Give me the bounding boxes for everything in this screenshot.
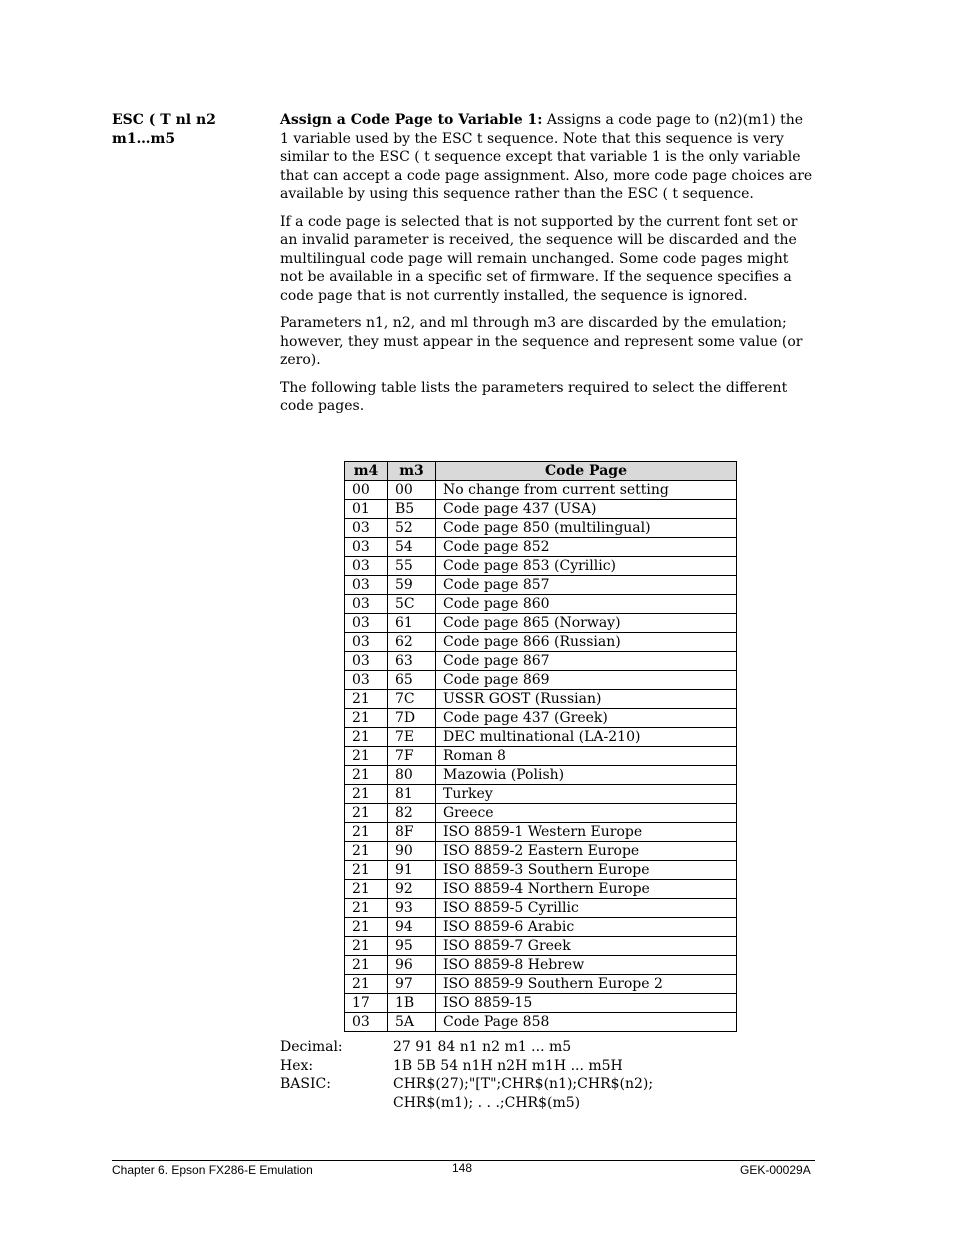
cell-m4: 01 (345, 500, 388, 519)
cell-m3: 62 (388, 633, 436, 652)
footer-doc-id: GEK-00029A (740, 1163, 811, 1177)
cell-code-page: No change from current setting (436, 481, 737, 500)
cell-m3: 92 (388, 880, 436, 899)
cell-m4: 03 (345, 614, 388, 633)
cell-m4: 03 (345, 519, 388, 538)
cell-code-page: Code page 866 (Russian) (436, 633, 737, 652)
table-row (345, 538, 737, 557)
table-body (345, 481, 737, 1032)
cell-m4: 21 (345, 728, 388, 747)
table-row (345, 728, 737, 747)
table-row (345, 918, 737, 937)
cell-code-page: ISO 8859-8 Hebrew (436, 956, 737, 975)
basic-value-line-1: CHR$(27);"[T";CHR$(n1);CHR$(n2); (393, 1076, 654, 1092)
cell-m3: B5 (388, 500, 436, 519)
cell-m4: 21 (345, 766, 388, 785)
cell-m3: 52 (388, 519, 436, 538)
cell-m4: 21 (345, 709, 388, 728)
cell-m4: 03 (345, 595, 388, 614)
cell-m4: 17 (345, 994, 388, 1013)
cell-m3: 1B (388, 994, 436, 1013)
cell-m4: 21 (345, 937, 388, 956)
basic-row (280, 1075, 653, 1094)
table-row (345, 557, 737, 576)
cell-code-page: USSR GOST (Russian) (436, 690, 737, 709)
cell-m3: 82 (388, 804, 436, 823)
cell-m3: 7F (388, 747, 436, 766)
cell-code-page: Code page 437 (Greek) (436, 709, 737, 728)
basic-value-line-2: CHR$(m1); . . .;CHR$(m5) (393, 1094, 581, 1111)
cell-code-page: ISO 8859-4 Northern Europe (436, 880, 737, 899)
cell-code-page: Code page 437 (USA) (436, 500, 737, 519)
cell-m3: 61 (388, 614, 436, 633)
cell-code-page: Code page 860 (436, 595, 737, 614)
cell-m4: 21 (345, 861, 388, 880)
cell-code-page: Code page 850 (multilingual) (436, 519, 737, 538)
cell-m3: 7D (388, 709, 436, 728)
cell-m4: 21 (345, 842, 388, 861)
cell-code-page: Code page 869 (436, 671, 737, 690)
table-row (345, 633, 737, 652)
cell-m3: 55 (388, 557, 436, 576)
table-row (345, 937, 737, 956)
table-row (345, 576, 737, 595)
table-row (345, 785, 737, 804)
table-row (345, 956, 737, 975)
basic-row-continued (280, 1094, 653, 1113)
description-paragraph-2: If a code page is selected that is not supported by the current font set or an invalid parameter is received, the sequence will be discarded and the multilingual code page will remain unchanged. Some code pages might not be available in a specific set of firmware. If the sequence specifies a code page that is not currently installed, the sequence is ignored. (280, 213, 798, 304)
description-paragraph-1-text: Assigns a code page to (n2)(m1) the 1 variable used by the ESC t sequence. Note that this sequence is very similar to the ESC ( t sequence except that variable 1 is the only variable that can accept a code page assignment. Also, more code page choices are available by using this sequence rather than the ESC ( t sequence. (280, 112, 813, 202)
cell-code-page: Code page 857 (436, 576, 737, 595)
cell-m4: 03 (345, 652, 388, 671)
cell-m4: 21 (345, 880, 388, 899)
cell-m4: 21 (345, 690, 388, 709)
cell-m3: 5A (388, 1013, 436, 1032)
code-page-table (344, 461, 737, 1032)
table-row (345, 690, 737, 709)
cell-m3: 59 (388, 576, 436, 595)
cell-code-page: Code page 865 (Norway) (436, 614, 737, 633)
cell-code-page: Code page 852 (436, 538, 737, 557)
table-row (345, 842, 737, 861)
table-row (345, 766, 737, 785)
cell-m4: 21 (345, 956, 388, 975)
cell-code-page: Code Page 858 (436, 1013, 737, 1032)
cell-code-page: Roman 8 (436, 747, 737, 766)
cell-m4: 03 (345, 576, 388, 595)
cell-m4: 03 (345, 1013, 388, 1032)
header-code-page: Code Page (436, 462, 737, 481)
table-row (345, 709, 737, 728)
table-row (345, 595, 737, 614)
cell-m3: 54 (388, 538, 436, 557)
footer-chapter: Chapter 6. Epson FX286-E Emulation (112, 1163, 313, 1177)
footer-page-number: 148 (452, 1161, 473, 1175)
cell-code-page: Greece (436, 804, 737, 823)
cell-m4: 03 (345, 633, 388, 652)
decimal-row (280, 1038, 653, 1057)
cell-m4: 03 (345, 671, 388, 690)
table-row (345, 747, 737, 766)
cell-m3: 93 (388, 899, 436, 918)
cell-m4: 21 (345, 899, 388, 918)
section-heading: Assign a Code Page to Variable 1: (280, 112, 543, 128)
cell-code-page: ISO 8859-6 Arabic (436, 918, 737, 937)
cell-m4: 21 (345, 747, 388, 766)
table-row (345, 975, 737, 994)
cell-m3: 81 (388, 785, 436, 804)
table-row (345, 899, 737, 918)
cell-m4: 21 (345, 918, 388, 937)
cell-code-page: ISO 8859-15 (436, 994, 737, 1013)
cell-code-page: DEC multinational (LA-210) (436, 728, 737, 747)
cell-code-page: ISO 8859-9 Southern Europe 2 (436, 975, 737, 994)
table-row (345, 880, 737, 899)
decimal-label: Decimal: (280, 1039, 343, 1055)
cell-m3: 91 (388, 861, 436, 880)
description (280, 111, 814, 425)
decimal-value: 27 91 84 n1 n2 m1 ... m5 (393, 1039, 572, 1055)
cell-code-page: Turkey (436, 785, 737, 804)
cell-m4: 03 (345, 538, 388, 557)
cell-m3: 94 (388, 918, 436, 937)
cell-m3: 7E (388, 728, 436, 747)
cell-m3: 5C (388, 595, 436, 614)
table-row (345, 481, 737, 500)
table-row (345, 614, 737, 633)
basic-label: BASIC: (280, 1076, 331, 1092)
cell-m4: 21 (345, 785, 388, 804)
command-line-1: ESC ( T nl n2 (112, 112, 216, 128)
description-paragraph-1 (280, 111, 814, 204)
table-row (345, 652, 737, 671)
header-m4: m4 (345, 462, 388, 481)
header-m3: m3 (388, 462, 436, 481)
table-row (345, 1013, 737, 1032)
cell-code-page: ISO 8859-3 Southern Europe (436, 861, 737, 880)
hex-row (280, 1057, 653, 1076)
description-paragraph-4: The following table lists the parameters required to select the different code pages. (280, 379, 788, 414)
cell-m3: 65 (388, 671, 436, 690)
hex-value: 1B 5B 54 n1H n2H m1H ... m5H (393, 1057, 623, 1074)
cell-m3: 90 (388, 842, 436, 861)
cell-code-page: ISO 8859-5 Cyrillic (436, 899, 737, 918)
cell-code-page: ISO 8859-7 Greek (436, 937, 737, 956)
cell-m3: 7C (388, 690, 436, 709)
cell-code-page: Code page 867 (436, 652, 737, 671)
cell-m3: 97 (388, 975, 436, 994)
table-row (345, 500, 737, 519)
cell-m3: 80 (388, 766, 436, 785)
hex-label: Hex: (280, 1057, 314, 1074)
cell-code-page: ISO 8859-2 Eastern Europe (436, 842, 737, 861)
cell-code-page: Mazowia (Polish) (436, 766, 737, 785)
table-row (345, 804, 737, 823)
cell-code-page: ISO 8859-1 Western Europe (436, 823, 737, 842)
table-row (345, 823, 737, 842)
cell-m3: 96 (388, 956, 436, 975)
table-row (345, 671, 737, 690)
cell-m3: 95 (388, 937, 436, 956)
table-row (345, 519, 737, 538)
cell-m3: 00 (388, 481, 436, 500)
sequence-block (280, 1038, 653, 1112)
cell-m4: 21 (345, 823, 388, 842)
table-row (345, 861, 737, 880)
command-name (112, 111, 262, 149)
cell-code-page: Code page 853 (Cyrillic) (436, 557, 737, 576)
cell-m4: 03 (345, 557, 388, 576)
cell-m4: 21 (345, 804, 388, 823)
cell-m3: 63 (388, 652, 436, 671)
cell-m4: 00 (345, 481, 388, 500)
table-header-row (345, 462, 737, 481)
cell-m3: 8F (388, 823, 436, 842)
description-paragraph-3: Parameters n1, n2, and ml through m3 are discarded by the emulation; however, they must appear in the sequence and represent some value (or zero). (280, 315, 803, 368)
table-row (345, 994, 737, 1013)
command-line-2: m1…m5 (112, 131, 176, 147)
cell-m4: 21 (345, 975, 388, 994)
